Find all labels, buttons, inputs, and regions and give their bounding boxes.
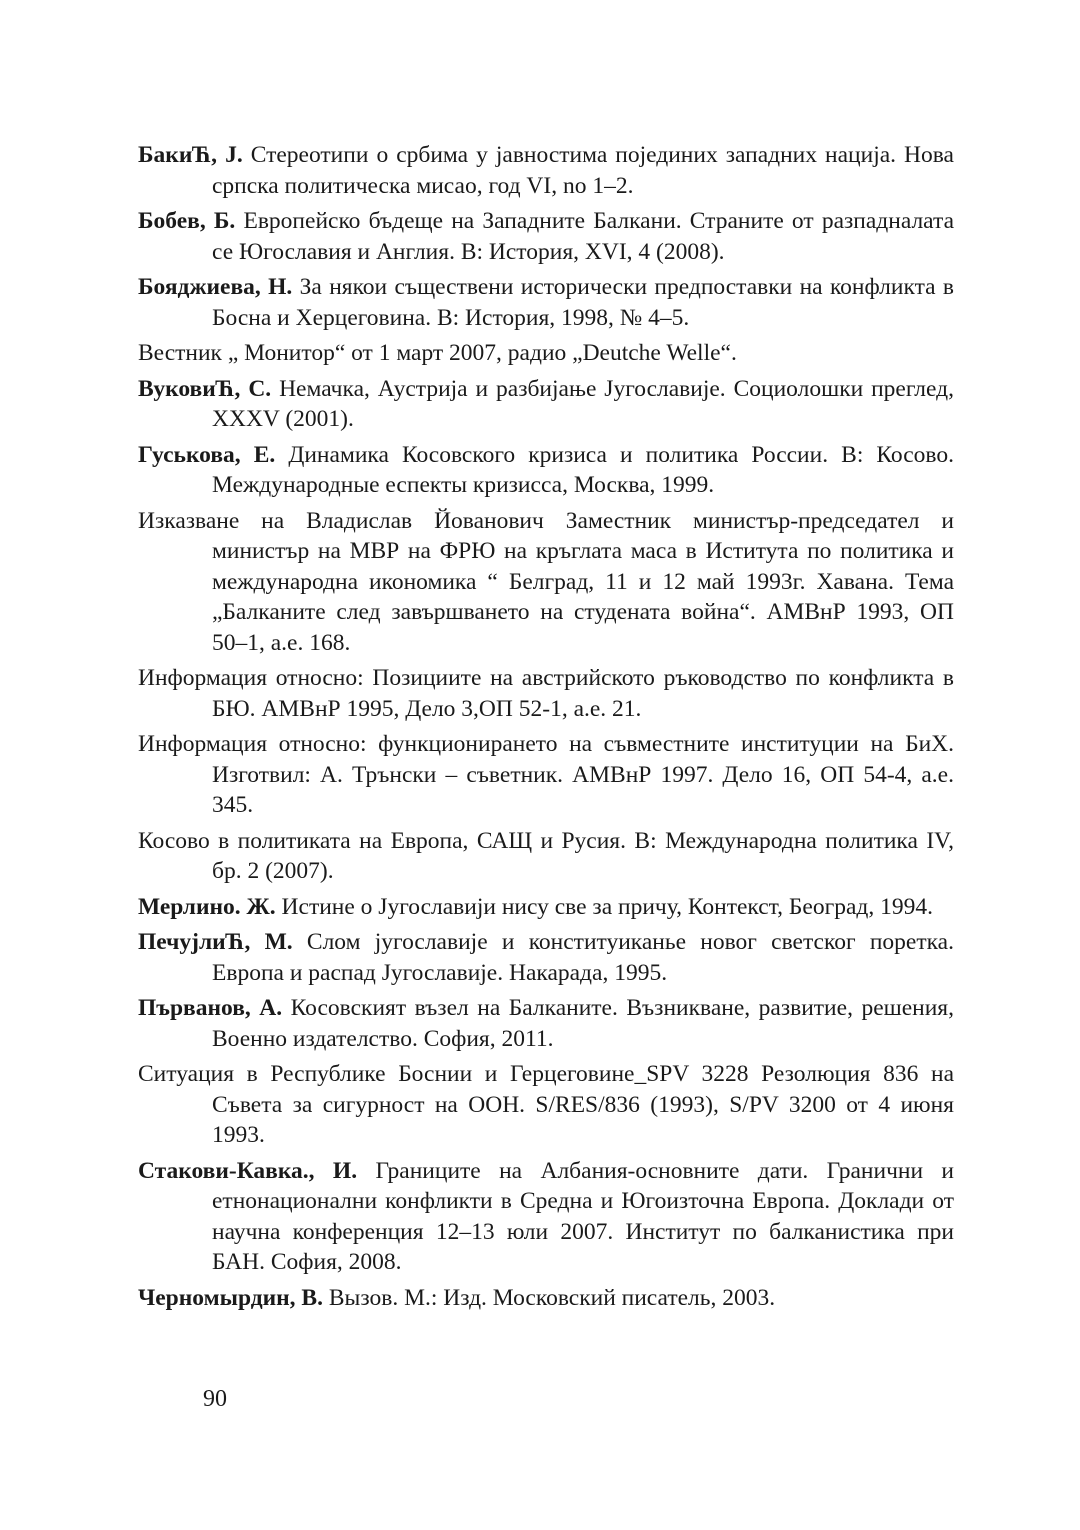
entry-author: ПечујлиЋ, М. <box>138 929 293 955</box>
bibliography-entry <box>138 892 954 923</box>
entry-text: Изказване на Владислав Йованович Заместник министър-председател и министър на МВР на ФРЮ на кръглата маса в Иститута по политика и международна икономика “ Белград, 11 и 12 май 1993г. Хавана. Тема „Балканите след завършването на студената война“. АМВнР 1993, ОП 50–1, а.е. 168. <box>138 507 954 656</box>
entry-text: Стереотипи о србима у јавностима појединих западних нација. Нова српска политическа мисао, год VI, no 1–2. <box>212 142 954 199</box>
entry-author: Черномырдин, В. <box>138 1284 323 1311</box>
bibliography-entry <box>138 272 954 333</box>
bibliography-entry <box>138 206 954 267</box>
bibliography-entry <box>138 826 954 887</box>
bibliography-entry <box>138 1059 954 1151</box>
entry-text: Истине о Југославији нису све за причу, Контекст, Београд, 1994. <box>275 893 933 920</box>
entry-text: Вестник „ Монитор“ от 1 март 2007, радио „Deutche Welle“. <box>138 340 737 366</box>
bibliography-list <box>138 140 954 1318</box>
page-number: 90 <box>203 1386 227 1412</box>
entry-text: Немачка, Аустрија и разбијање Југославије. Социолошки преглед, XXXV (2001). <box>212 375 954 432</box>
entry-author: БакиЋ, Ј. <box>138 142 243 168</box>
entry-author: Бобев, Б. <box>138 208 236 234</box>
entry-text: Вызов. М.: Изд. Московский писатель, 2003. <box>322 1284 776 1311</box>
entry-text: Европейско бъдеще на Западните Балкани. Страните от разпадналата се Югославия и Англия. В: История, XVI, 4 (2008). <box>212 208 954 265</box>
bibliography-entry <box>138 729 954 821</box>
entry-text: Информация относно: Позициите на австрийското ръководство по конфликта в БЮ. АМВнР 1995, Дело 3,ОП 52-1, а.е. 21. <box>138 665 954 722</box>
entry-author: Бояджиева, Н. <box>138 274 293 300</box>
entry-author: Мерлино. Ж. <box>138 893 276 920</box>
bibliography-entry <box>138 1156 954 1278</box>
entry-author: ВуковиЋ, С. <box>138 375 272 402</box>
entry-author: Първанов, А. <box>138 995 283 1021</box>
entry-text: Информация относно: функционирането на съвместните институции на БиХ. Изготвил: А. Трънски – съветник. АМВнР 1997. Дело 16, ОП 54-4, а.е. 345. <box>138 731 954 818</box>
entry-text: Слом југославије и конституиканье новог светског поретка. Европа и распад Југославије. Накарада, 1995. <box>212 929 954 986</box>
bibliography-entry <box>138 140 954 201</box>
entry-author: Гуськова, Е. <box>138 441 276 468</box>
bibliography-entry <box>138 663 954 724</box>
bibliography-entry <box>138 506 954 659</box>
entry-text: За някои съществени исторически предпоставки на конфликта в Босна и Херцеговина. В: История, 1998, № 4–5. <box>212 274 955 331</box>
bibliography-entry <box>138 374 954 435</box>
bibliography-entry <box>138 993 954 1054</box>
entry-author: Стакови-Кавка., И. <box>138 1157 358 1184</box>
bibliography-entry <box>138 927 954 988</box>
bibliography-entry <box>138 1283 954 1314</box>
bibliography-entry <box>138 440 954 501</box>
entry-text: Границите на Албания-основните дати. Гранични и етнонационални конфликти в Средна и Югоизточна Европа. Доклади от научна конференция 12–13 юли 2007. Институт по балканистика при БАН. София, 2008. <box>212 1157 954 1275</box>
entry-text: Косово в политиката на Европа, САЩ и Русия. В: Международна политика IV, бр. 2 (2007). <box>138 827 954 884</box>
entry-text: Ситуация в Республике Боснии и Герцеговине_SPV 3228 Резолюция 836 на Съвета за сигурност на ООН. S/RES/836 (1993), S/PV 3200 от 4 июня 1993. <box>138 1061 954 1148</box>
bibliography-entry <box>138 338 954 369</box>
entry-text: Косовският възел на Балканите. Възникване, развитие, решения, Военно издателство. София, 2011. <box>212 995 954 1052</box>
entry-text: Динамика Косовского кризиса и политика России. В: Косово. Международные еспекты кризисса, Москва, 1999. <box>212 441 954 498</box>
